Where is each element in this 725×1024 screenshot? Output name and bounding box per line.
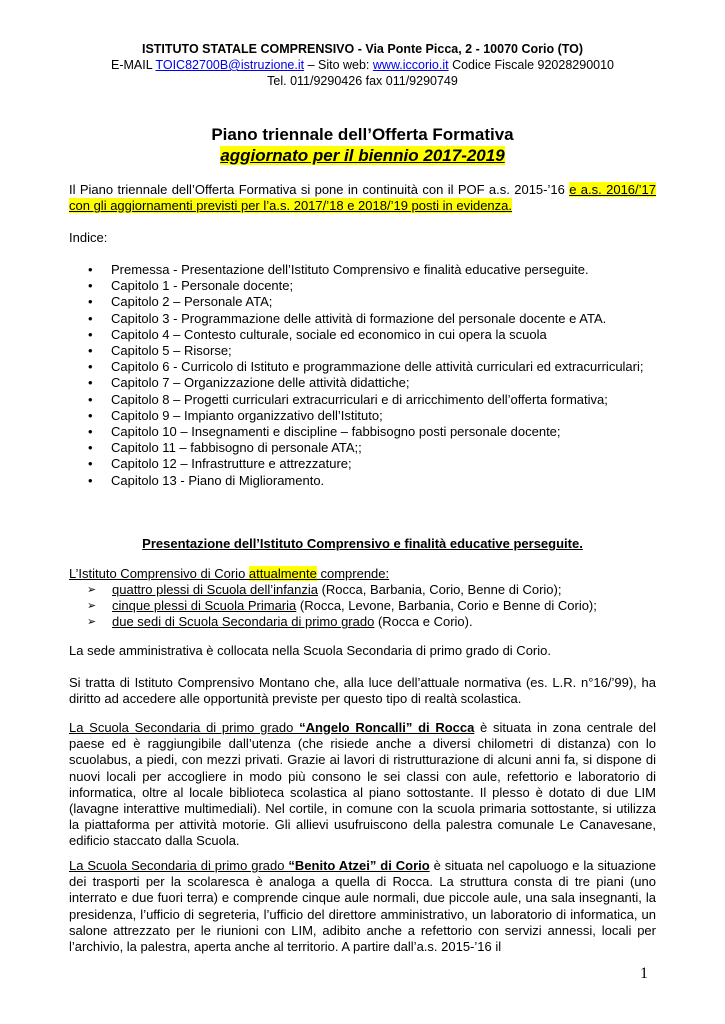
bullet-icon: •: [88, 310, 93, 326]
index-item: • Capitolo 8 – Progetti curriculari extracurriculari e di arricchimento dell’offerta formativa;: [88, 391, 608, 407]
index-item: • Capitolo 7 – Organizzazione delle attività didattiche;: [88, 375, 410, 391]
header-address: ISTITUTO STATALE COMPRENSIVO - Via Ponte Picca, 2 - 10070 Corio (TO): [141, 42, 584, 56]
bullet-icon: •: [88, 407, 93, 423]
index-item: • Capitolo 12 – Infrastrutture e attrezzature;: [88, 456, 352, 472]
bullet-icon: •: [88, 343, 93, 359]
plesso-item: ➢ cinque plessi di Scuola Primaria (Rocca, Levone, Barbania, Corio e Benne di Corio);: [87, 598, 597, 614]
index-item: • Capitolo 9 – Impianto organizzativo dell’Istituto;: [88, 407, 383, 423]
index-item: • Capitolo 11 – fabbisogno di personale ATA;;: [88, 440, 362, 456]
bullet-icon: •: [88, 391, 93, 407]
arrow-bullet-icon: ➢: [87, 616, 97, 629]
bullet-icon: •: [88, 375, 93, 391]
bullet-icon: •: [88, 278, 93, 294]
index-item: • Capitolo 5 – Risorse;: [88, 343, 232, 359]
plesso-item: ➢ quattro plessi di Scuola dell’infanzia (Rocca, Barbania, Corio, Benne di Corio);: [87, 582, 562, 597]
index-item: • Capitolo 3 - Programmazione delle attività di formazione del personale docente e ATA.: [88, 310, 607, 326]
title-sub: aggiornato per il biennio 2017-2019: [220, 146, 505, 165]
bullet-icon: •: [88, 359, 93, 375]
page-number: 1: [640, 965, 648, 982]
rocca-paragraph: La Scuola Secondaria di primo grado “Angelo Roncalli” di Rocca è situata in zona centrale del paese ed è raggiungibile dall’utenza (che risiede anche a diversi chilometri di distanza) con lo scuolabus, a piedi, con mezzi privati. Grazie ai lavori di ristrutturazione di alcuni anni fa, si dispone di nuovi locali per accogliere in modo più consono le sei classi con aule, refettorio e laboratorio di informatica, oltre al locale biblioteca scolastica al piano sottostante. Il plesso è dotato di due LIM (lavagne interattive multimediali). Nel cortile, in comune con la scuola primaria sottostante, si utilizza la piattaforma per attività motorie. Gli allievi usufruiscono della palestra comunale Le Canavesane, edificio staccato dalla Scuola.: [69, 720, 656, 849]
header-phone: Tel. 011/9290426 fax 011/9290749: [267, 74, 458, 88]
index-item: • Capitolo 4 – Contesto culturale, sociale ed economico in cui opera la scuola: [88, 326, 547, 342]
arrow-bullet-icon: ➢: [87, 600, 97, 613]
index-item: • Capitolo 2 – Personale ATA;: [88, 294, 273, 310]
index-item: • Capitolo 10 – Insegnamenti e discipline – fabbisogno posti personale docente;: [88, 424, 561, 440]
sede-paragraph: La sede amministrativa è collocata nella Scuola Secondaria di primo grado di Corio.: [69, 643, 551, 658]
index-item: • Capitolo 6 - Curricolo di Istituto e programmazione delle attività curriculari ed extracurriculari;: [88, 359, 644, 375]
bullet-icon: •: [88, 456, 93, 472]
document-title: [0, 124, 725, 166]
index-label: Indice:: [69, 230, 108, 245]
bullet-icon: •: [88, 424, 93, 440]
index-list: [69, 262, 656, 489]
header-contacts: E-MAIL TOIC82700B@istruzione.it – Sito web: www.iccorio.it Codice Fiscale 92028290010: [110, 58, 615, 72]
email-link[interactable]: TOIC82700B@istruzione.it: [155, 58, 305, 72]
index-item: • Capitolo 13 - Piano di Miglioramento.: [88, 472, 325, 488]
intro-paragraph: Il Piano triennale dell’Offerta Formativa si pone in continuità con il POF a.s. 2015-’16 e a.s. 2016/’17 con gli aggiornamenti previsti per l’a.s. 2017/’18 e 2018/’19 posti in evidenza.: [69, 182, 656, 214]
plesso-item: ➢ due sedi di Scuola Secondaria di primo grado (Rocca e Corio).: [87, 614, 473, 630]
school-header: [0, 41, 725, 89]
bullet-icon: •: [88, 472, 93, 488]
arrow-bullet-icon: ➢: [87, 584, 97, 596]
title-main: Piano triennale dell’Offerta Formativa: [211, 125, 514, 144]
highlighted-update-note: e a.s. 2016/’17 con gli aggiornamenti previsti per l’a.s. 2017/’18 e 2018/’19 posti in evidenza.: [69, 182, 656, 214]
index-item: • Capitolo 1 - Personale docente;: [88, 278, 294, 294]
index-item: • Premessa - Presentazione dell’Istituto Comprensivo e finalità educative perseguite.: [88, 262, 589, 277]
corio-paragraph: La Scuola Secondaria di primo grado “Benito Atzei” di Corio è situata nel capoluogo e la situazione dei trasporti per la scolaresca è analoga a quella di Rocca. La struttura consta di tre piani (uno interrato e due fuori terra) e comprende cinque aule normali, due piccole aule, una sala insegnanti, la presidenza, l’ufficio di segreteria, l’ufficio del direttore amministrativo, un laboratorio di informatica, un salone attrezzato per le riunioni con LIM, adibito anche a refettorio con servizi annessi, locali per l’archivio, la palestra, aperta anche al territorio. A partire dall’a.s. 2015-’16 il: [69, 858, 656, 955]
montano-paragraph: Si tratta di Istituto Comprensivo Montano che, alla luce dell’attuale normativa (es. L.R. n°16/’99), ha diritto ad accedere alle opportunità previste per questo tipo di realtà scolastica.: [69, 675, 656, 707]
section-title: Presentazione dell’Istituto Comprensivo e finalità educative perseguite.: [142, 536, 583, 551]
bullet-icon: •: [88, 326, 93, 342]
website-link[interactable]: www.iccorio.it: [372, 58, 449, 72]
bullet-icon: •: [88, 440, 93, 456]
bullet-icon: •: [88, 294, 93, 310]
bullet-icon: •: [88, 262, 93, 277]
comprende-line: L’Istituto Comprensivo di Corio attualmente comprende:: [69, 566, 390, 581]
plessi-list: [69, 582, 656, 631]
